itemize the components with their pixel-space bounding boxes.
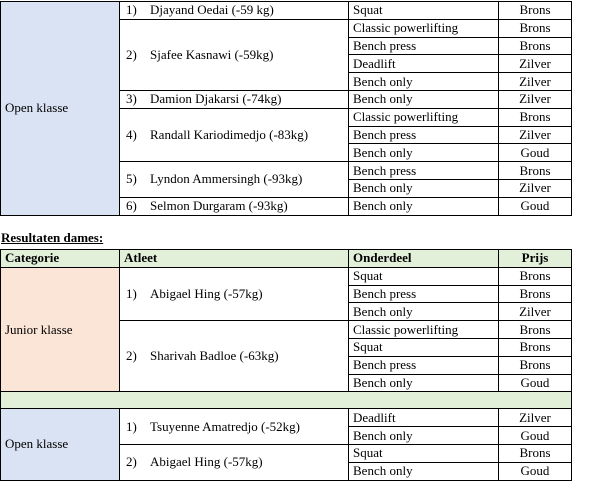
- event-cell: Bench only: [349, 374, 499, 392]
- column-header-category: Categorie: [1, 250, 120, 268]
- prize-cell: Zilver: [499, 90, 572, 108]
- column-header-event: Onderdeel: [349, 250, 499, 268]
- event-cell: Classic powerlifting: [349, 321, 499, 339]
- prize-cell: Brons: [499, 444, 572, 462]
- event-cell: Bench only: [349, 90, 499, 108]
- event-cell: Bench only: [349, 462, 499, 480]
- event-cell: Classic powerlifting: [349, 19, 499, 37]
- athlete-cell: 2) Sharivah Badloe (-63kg): [120, 321, 349, 392]
- prize-cell: Goud: [499, 427, 572, 445]
- event-cell: Squat: [349, 338, 499, 356]
- ladies-results-heading: Resultaten dames:: [1, 230, 104, 245]
- athlete-cell: 4) Randall Kariodimedjo (-83kg): [120, 108, 349, 161]
- prize-cell: Brons: [499, 162, 572, 180]
- table-row: [1, 409, 572, 427]
- prize-cell: Zilver: [499, 126, 572, 144]
- prize-cell: Brons: [499, 338, 572, 356]
- event-cell: Bench press: [349, 37, 499, 55]
- column-header-prize: Prijs: [499, 250, 572, 268]
- athlete-cell: 2) Abigael Hing (-57kg): [120, 444, 349, 480]
- category-cell: Open klasse: [1, 409, 120, 480]
- event-cell: Bench only: [349, 303, 499, 321]
- prize-cell: Goud: [499, 374, 572, 392]
- prize-cell: Zilver: [499, 303, 572, 321]
- men-results-table: [0, 1, 572, 216]
- prize-cell: Zilver: [499, 73, 572, 91]
- prize-cell: Brons: [499, 285, 572, 303]
- prize-cell: Goud: [499, 197, 572, 215]
- spacer-row: [1, 392, 572, 409]
- prize-cell: Brons: [499, 321, 572, 339]
- prize-cell: Zilver: [499, 409, 572, 427]
- athlete-cell: 3) Damion Djakarsi (-74kg): [120, 90, 349, 108]
- prize-cell: Zilver: [499, 55, 572, 73]
- athlete-cell: 1) Abigael Hing (-57kg): [120, 267, 349, 320]
- event-cell: Bench only: [349, 73, 499, 91]
- table-row: [1, 267, 572, 285]
- event-cell: Bench only: [349, 197, 499, 215]
- event-cell: Squat: [349, 444, 499, 462]
- athlete-cell: 1) Djayand Oedai (-59 kg): [120, 2, 349, 20]
- athlete-cell: 2) Sjafee Kasnawi (-59kg): [120, 19, 349, 90]
- prize-cell: Brons: [499, 267, 572, 285]
- prize-cell: Zilver: [499, 179, 572, 197]
- prize-cell: Brons: [499, 37, 572, 55]
- event-cell: Squat: [349, 2, 499, 20]
- event-cell: Bench only: [349, 427, 499, 445]
- category-cell: Junior klasse: [1, 267, 120, 392]
- spacer-cell: [1, 392, 572, 409]
- event-cell: Deadlift: [349, 55, 499, 73]
- prize-cell: Brons: [499, 356, 572, 374]
- event-cell: Bench press: [349, 162, 499, 180]
- category-cell: Open klasse: [1, 2, 120, 216]
- ladies-results-table: [0, 249, 572, 481]
- event-cell: Bench press: [349, 126, 499, 144]
- prize-cell: Brons: [499, 19, 572, 37]
- event-cell: Squat: [349, 267, 499, 285]
- event-cell: Classic powerlifting: [349, 108, 499, 126]
- event-cell: Deadlift: [349, 409, 499, 427]
- table-row: [1, 2, 572, 20]
- prize-cell: Goud: [499, 462, 572, 480]
- prize-cell: Brons: [499, 2, 572, 20]
- prize-cell: Goud: [499, 144, 572, 162]
- table-header-row: [1, 250, 572, 268]
- event-cell: Bench only: [349, 144, 499, 162]
- event-cell: Bench press: [349, 356, 499, 374]
- event-cell: Bench press: [349, 285, 499, 303]
- athlete-cell: 1) Tsuyenne Amatredjo (-52kg): [120, 409, 349, 445]
- column-header-athlete: Atleet: [120, 250, 349, 268]
- prize-cell: Brons: [499, 108, 572, 126]
- athlete-cell: 6) Selmon Durgaram (-93kg): [120, 197, 349, 215]
- athlete-cell: 5) Lyndon Ammersingh (-93kg): [120, 162, 349, 198]
- event-cell: Bench only: [349, 179, 499, 197]
